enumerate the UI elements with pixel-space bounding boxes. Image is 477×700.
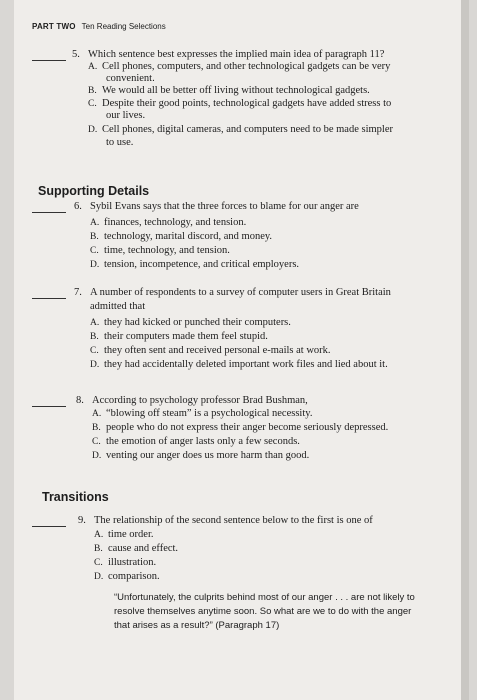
option-6d: D. tension, incompetence, and critical employers. <box>90 259 300 270</box>
question-7-stem-cont: admitted that <box>90 301 146 312</box>
option-5a-cont: convenient. <box>106 73 155 84</box>
question-7-stem: 7. A number of respondents to a survey of computer users in Great Britain <box>74 287 391 298</box>
question-8-stem: 8. According to psychology professor Brad Bushman, <box>76 395 308 406</box>
question-5-stem: 5. Which sentence best expresses the implied main idea of paragraph 11? <box>72 49 385 60</box>
option-8c: C. the emotion of anger lasts only a few seconds. <box>92 436 300 447</box>
option-7d: D. they had accidentally deleted important work files and lied about it. <box>90 359 388 370</box>
option-7c: C. they often sent and received personal e-mails at work. <box>90 345 331 356</box>
option-8a: A. “blowing off steam” is a psychological necessity. <box>92 408 313 419</box>
running-header <box>32 22 166 31</box>
option-8d: D. venting our anger does us more harm than good. <box>92 450 310 461</box>
textbook-page <box>14 0 469 700</box>
answer-blank-8[interactable] <box>32 406 66 407</box>
option-5b: B. We would all be better off living without technological gadgets. <box>88 85 370 96</box>
option-9c: C. illustration. <box>94 557 157 568</box>
option-6a: A. finances, technology, and tension. <box>90 217 247 228</box>
section-heading-supporting-details: Supporting Details <box>38 184 150 198</box>
option-6c: C. time, technology, and tension. <box>90 245 230 256</box>
option-7b: B. their computers made them feel stupid. <box>90 331 268 342</box>
question-9 <box>32 510 462 590</box>
option-5d: D. Cell phones, digital cameras, and computers need to be made simpler <box>88 124 393 135</box>
option-5c: C. Despite their good points, technological gadgets have added stress to <box>88 98 392 109</box>
header-part: PART TWO <box>32 22 76 31</box>
option-5d-cont: to use. <box>106 137 134 148</box>
page-edge <box>461 0 469 700</box>
question-5 <box>32 40 462 162</box>
answer-blank-7[interactable] <box>32 298 66 299</box>
option-9a: A. time order. <box>94 529 154 540</box>
option-9d: D. comparison. <box>94 571 160 582</box>
question-6-stem: 6. Sybil Evans says that the three forces to blame for our anger are <box>74 201 359 212</box>
option-6b: B. technology, marital discord, and money. <box>90 231 273 242</box>
option-7a: A. they had kicked or punched their computers. <box>90 317 291 328</box>
question-7 <box>32 284 462 384</box>
question-8 <box>32 392 462 472</box>
option-5a: A. Cell phones, computers, and other technological gadgets can be very <box>88 61 391 72</box>
quote-line-2: resolve themselves anytime soon. So what are we to do with the anger <box>114 606 412 617</box>
section-heading-transitions: Transitions <box>42 490 109 504</box>
answer-blank-6[interactable] <box>32 212 66 213</box>
question-9-stem: 9. The relationship of the second sentence below to the first is one of <box>78 515 373 526</box>
quote-line-1: “Unfortunately, the culprits behind most of our anger . . . are not likely to <box>114 592 415 603</box>
quoted-passage <box>114 591 454 633</box>
question-6 <box>32 198 462 278</box>
answer-blank-5[interactable] <box>32 60 66 61</box>
option-9b: B. cause and effect. <box>94 543 179 554</box>
header-title: Ten Reading Selections <box>81 22 166 31</box>
option-8b: B. people who do not express their anger become seriously depressed. <box>92 422 389 433</box>
option-5c-cont: our lives. <box>106 110 146 121</box>
answer-blank-9[interactable] <box>32 526 66 527</box>
quote-line-3: that arises as a result?” (Paragraph 17) <box>114 620 280 631</box>
